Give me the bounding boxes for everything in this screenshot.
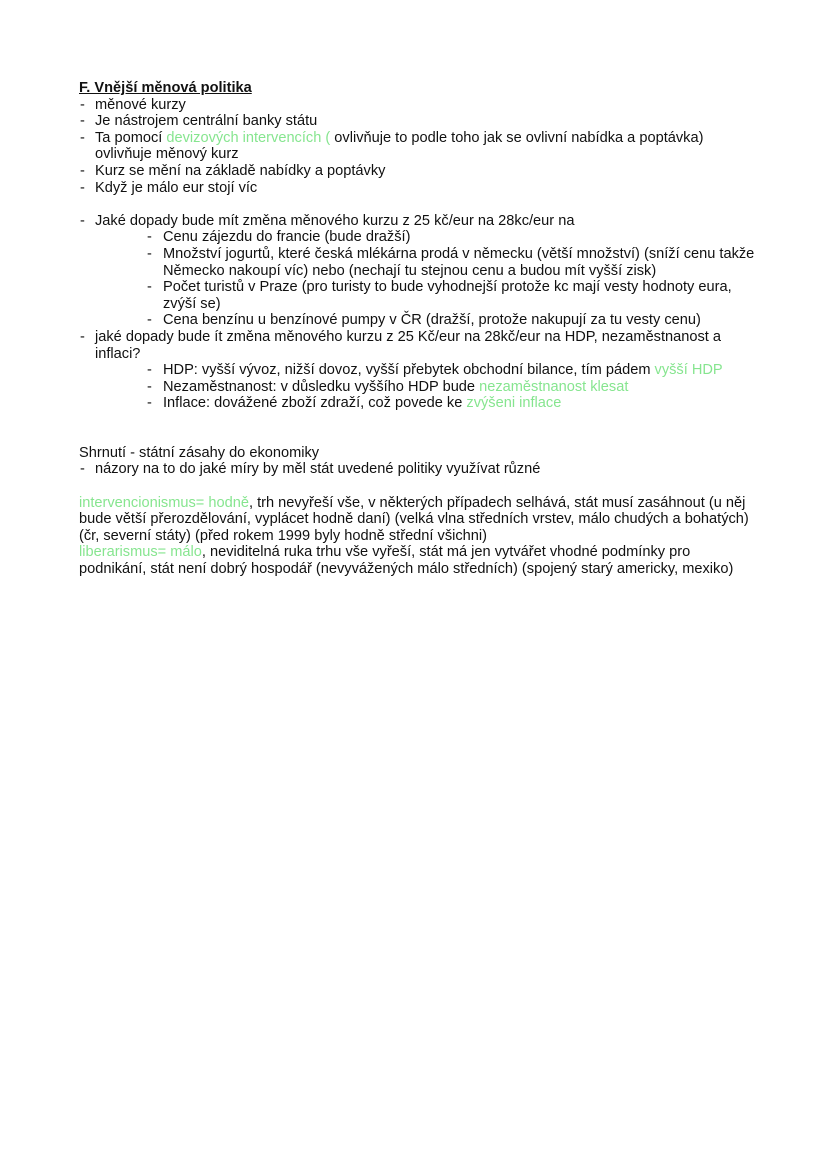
spacer [79,196,759,213]
bullet-dash: - [80,461,85,478]
paragraph-text: , trh nevyřeší vše, v některých případech selhává, stát musí zasáhnout (u něj bude větší přerozdělování, vyplácet hodně daní) (velká vlna středních vrstev, málo chudých a bohatých) (čr, severní státy) (před rokem 1999 byly hodně střední všichni) [79,494,749,544]
list-item-text: názory na to do jaké míry by měl stát uvedené politiky využívat různé [95,461,541,478]
bullet-dash: - [147,229,152,246]
list-item-text-pre: Ta pomocí [95,129,167,146]
paragraph-intervencionismus [79,495,759,545]
bullet-dash: - [80,212,85,229]
question-text: jaké dopady bude ít změna měnového kurzu z 25 Kč/eur na 28kč/eur na HDP, nezaměstnanost a inflaci? [95,328,722,362]
highlighted-text: liberarismus= málo [79,544,202,561]
question-item [79,329,759,362]
highlighted-text: nezaměstnanost klesat [479,378,629,395]
sub-list-item [147,229,759,246]
list-item-text: Když je málo eur stojí víc [95,179,258,196]
question-text: Jaké dopady bude mít změna měnového kurzu z 25 kč/eur na 28kc/eur na [95,212,575,229]
list-item [79,113,759,130]
section-heading: F. Vnější měnová politika [79,80,252,96]
bullet-dash: - [80,162,85,179]
bullet-dash: - [147,362,152,379]
sub-list-item [147,279,759,312]
list-item-text: Je nástrojem centrální banky státu [95,113,318,130]
bullet-dash: - [80,179,85,196]
bullet-dash: - [80,328,85,345]
list-item [79,461,759,478]
spacer [79,412,759,445]
highlighted-text: devizových intervencích ( [166,129,331,146]
sub-list-item-text: Cena benzínu u benzínové pumpy v ČR (dražší, protože nakupují za tu vesty cenu) [163,312,701,329]
highlighted-text: intervencionismus= hodně [79,494,249,511]
list-item-text: Kurz se mění na základě nabídky a poptávky [95,162,386,179]
list-item [79,180,759,197]
spacer [79,478,759,495]
document-page [79,80,759,578]
bullet-dash: - [80,129,85,146]
bullet-dash: - [80,113,85,130]
list-item [79,163,759,180]
bullet-dash: - [147,395,152,412]
list-item [79,97,759,114]
bullet-dash: - [147,378,152,395]
bullet-dash: - [147,245,152,262]
highlighted-text: zvýšeni inflace [466,395,562,412]
sub-list-item-text: Inflace: dovážené zboží zdraží, což povede ke [163,395,467,412]
highlighted-text: vyšší HDP [654,362,723,379]
bullet-dash: - [147,279,152,296]
sub-list-item-text: Počet turistů v Praze (pro turisty to bude vyhodnejší protože kc mají vesty hodnoty eura, zvýší se) [163,279,732,312]
list-item-text: měnové kurzy [95,96,186,113]
sub-list-item-text: Množství jogurtů, které česká mlékárna prodá v německu (větší množství) (sníží cenu takže Německo nakoupí víc) nebo (nechají tu stejnou cenu a budou mít vyšší zisk) [163,245,755,279]
sub-list-item [147,246,759,279]
bullet-dash: - [147,312,152,329]
sub-list-item [147,379,759,396]
sub-list-item-text: HDP: vyšší vývoz, nižší dovoz, vyšší přebytek obchodní bilance, tím pádem [163,362,655,379]
list-item [79,130,759,163]
paragraph-liberarismus [79,544,759,577]
bullet-dash: - [80,96,85,113]
paragraph-text: , neviditelná ruka trhu vše vyřeší, stát má jen vytvářet vhodné podmínky pro podnikání, stát není dobrý hospodář (nevyvážených málo středních) (spojený starý americky, mexiko) [79,544,734,578]
sub-list-item [147,395,759,412]
sub-list-item [147,312,759,329]
sub-list-item-text: Nezaměstnanost: v důsledku vyššího HDP bude [163,378,480,395]
sub-list-item-text: Cenu zájezdu do francie (bude dražší) [163,229,411,246]
question-item [79,213,759,230]
sub-list-item [147,362,759,379]
summary-title: Shrnutí - státní zásahy do ekonomiky [79,444,320,461]
list-item-text-post: ovlivňuje to podle toho jak se ovlivní nabídka a poptávka) ovlivňuje měnový kurz [95,129,704,163]
